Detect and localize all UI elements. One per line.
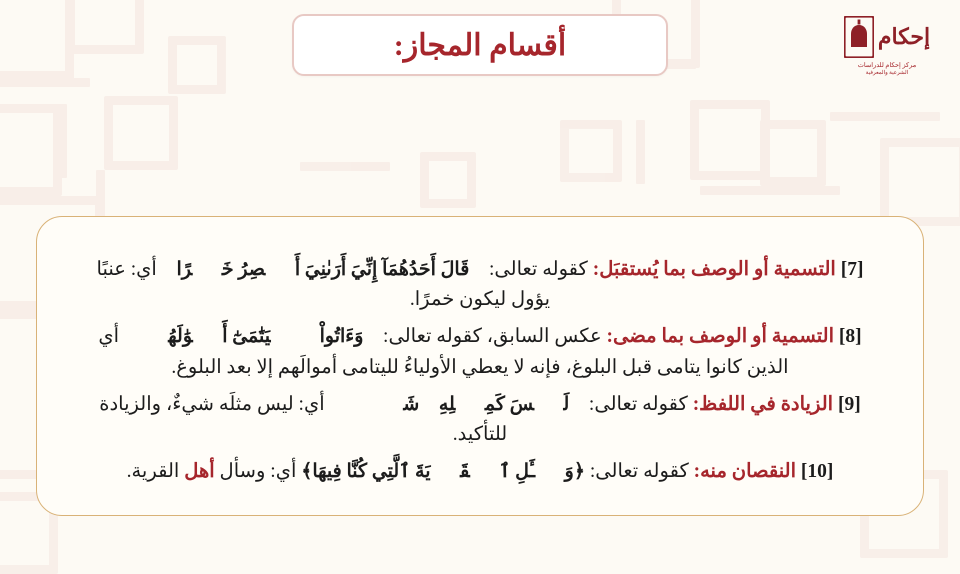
- mosque-arch-icon: [844, 16, 874, 58]
- item-number: [7]: [840, 259, 864, 280]
- item-body-before: كقوله تعالى:: [488, 259, 588, 280]
- item-body-after-pre: أي: وسأل: [219, 461, 297, 483]
- item-highlight-word: أهل: [184, 461, 215, 483]
- item-quran-quote: ﴿لَيۡسَ كَمِثۡلِهِۦ شَيۡءٞ﴾: [329, 393, 585, 415]
- item-quran-quote: ﴿وَءَاتُواْ ٱلۡيَتَٰمَىٰٓ أَمۡوَٰلَهُمۡ﴾: [123, 326, 379, 348]
- list-item: [79, 322, 881, 382]
- item-body-before: كقوله تعالى:: [589, 461, 689, 483]
- list-item: [79, 457, 881, 487]
- item-number: [10]: [800, 461, 834, 483]
- item-quran-quote: ﴿وَسۡـَٔلِ ٱلۡقَرۡيَةَ ٱلَّتِي كُنَّا فِيهَا﴾: [301, 461, 585, 483]
- brand-logo: [832, 16, 942, 76]
- logo-wordmark: إحكام: [877, 24, 931, 49]
- item-lead: الزيادة في اللفظ:: [692, 393, 834, 415]
- item-body-after: أي الذين كانوا يتامى قبل البلوغ، فإنه لا يعطي الأولياءُ لليتامى أموالَهم إلا بعد البلوغ.: [98, 326, 789, 378]
- item-quran-quote: ﴿قَالَ أَحَدُهُمَآ إِنِّيَ أَرَىٰنِيَ أَعۡصِرُ خَمۡرًا﴾: [161, 259, 485, 280]
- item-body-before: عكس السابق، كقوله تعالى:: [383, 326, 602, 348]
- logo-subtitle-1: مركز إحكام للدراسات: [857, 62, 917, 69]
- list-item: [79, 390, 881, 450]
- item-lead: التسمية أو الوصف بما يُستقبَل:: [592, 259, 836, 280]
- page-title: أقسام المجاز:: [393, 28, 567, 62]
- logo-subtitle-2: الشرعية والمعرفية: [865, 70, 909, 76]
- item-body-after: أي: عنبًا يؤول ليكون خمرًا.: [96, 259, 551, 311]
- item-body-after: أي: ليس مثلَه شيءٌ، والزيادة للتأكيد.: [99, 393, 508, 446]
- item-number: [8]: [838, 326, 862, 348]
- item-lead: التسمية أو الوصف بما مضى:: [606, 326, 834, 348]
- page-title-box: [292, 14, 668, 76]
- item-lead: النقصان منه:: [693, 461, 797, 483]
- item-body-after-post: القرية.: [126, 461, 180, 483]
- content-card: [36, 216, 924, 516]
- item-number: [9]: [837, 393, 861, 415]
- item-body-before: كقوله تعالى:: [588, 393, 688, 415]
- list-item: [79, 255, 881, 315]
- definitions-list: [79, 255, 881, 488]
